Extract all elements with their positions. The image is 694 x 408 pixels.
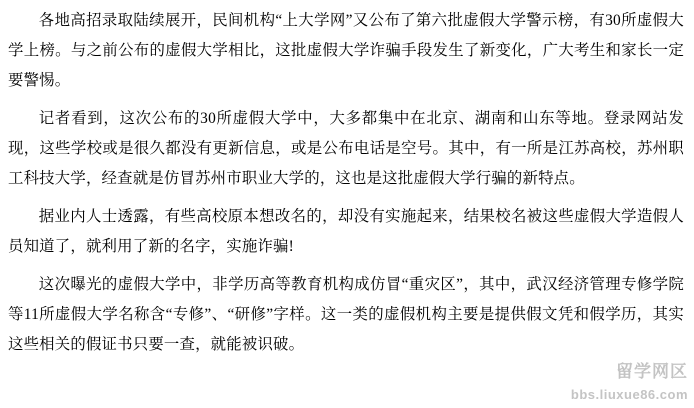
watermark-url: bbs.liuxue86.com [570, 387, 688, 402]
article-paragraph: 记者看到，这次公布的30所虚假大学中，大多都集中在北京、湖南和山东等地。登录网站发现，这些学校或是很久都没有更新信息，或是公布电话是空号。其中，有一所是江苏高校，苏州职工科技大学，经查就是仿冒苏州市职业大学的，这也是这批虚假大学行骗的新特点。 [8, 110, 684, 187]
article-paragraph: 各地高招录取陆续展开，民间机构“上大学网”又公布了第六批虚假大学警示榜，有30所虚假大学上榜。与之前公布的虚假大学相比，这批虚假大学诈骗手段发生了新变化，广大考生和家长一定要警惕。 [8, 12, 684, 89]
watermark-text: 留学网区 [616, 362, 688, 381]
article-paragraph: 据业内人士透露，有些高校原本想改名的，却没有实施起来，结果校名被这些虚假大学造假人员知道了，就利用了新的名字，实施诈骗! [8, 208, 684, 255]
article-paragraph: 这次曝光的虚假大学中，非学历高等教育机构成仿冒“重灾区”，其中，武汉经济管理专修学院等11所虚假大学名称含“专修”、“研修”字样。这一类的虚假机构主要是提供假文凭和假学历，其实这些相关的假证书只要一查，就能被识破。 [8, 276, 684, 353]
